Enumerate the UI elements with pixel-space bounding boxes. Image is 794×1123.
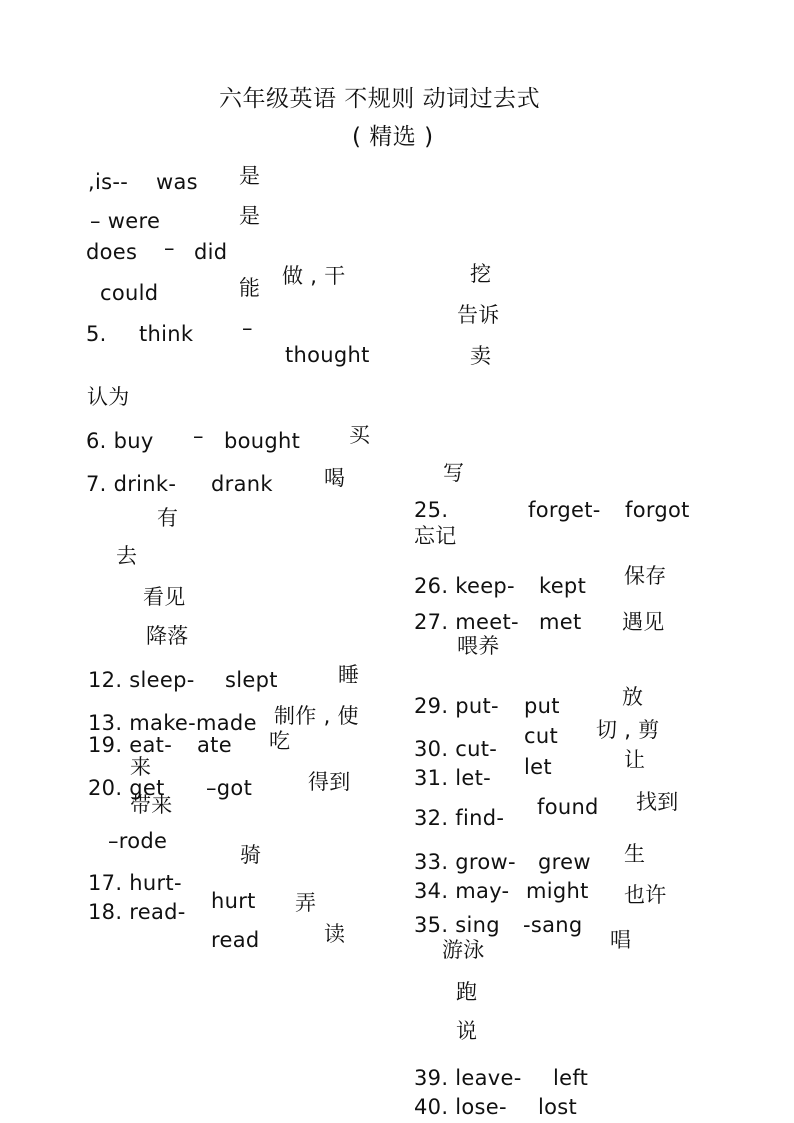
text-fragment: 去	[116, 544, 138, 568]
text-fragment: cut	[524, 724, 558, 748]
text-fragment: 喂养	[457, 634, 500, 658]
text-fragment: bought	[224, 429, 301, 453]
text-fragment: 26. keep-	[414, 574, 515, 598]
text-fragment: 得到	[308, 770, 351, 794]
text-fragment: lost	[538, 1095, 578, 1119]
text-fragment: 降落	[146, 624, 189, 648]
text-fragment: 34. may-	[414, 879, 510, 903]
text-fragment: 吃	[269, 729, 291, 753]
text-fragment: might	[526, 879, 589, 903]
text-fragment: 12. sleep-	[88, 668, 195, 692]
text-fragment: grew	[538, 850, 591, 874]
text-fragment: 也许	[624, 883, 667, 907]
text-fragment: 读	[324, 922, 346, 946]
text-fragment: 骑	[240, 843, 262, 867]
text-fragment: –got	[206, 776, 253, 800]
text-fragment: –	[242, 316, 253, 340]
text-fragment: 告诉	[457, 303, 500, 327]
text-fragment: found	[537, 795, 599, 819]
text-fragment: 33. grow-	[414, 850, 516, 874]
text-fragment: 做 , 干	[282, 264, 346, 288]
text-fragment: 20. get	[88, 776, 165, 800]
text-fragment: 31. let-	[414, 766, 492, 790]
text-fragment: 切 , 剪	[596, 718, 660, 742]
text-fragment: 卖	[470, 344, 492, 368]
text-fragment: 放	[622, 685, 644, 709]
text-fragment: 27. meet-	[414, 610, 519, 634]
text-fragment: 忘记	[414, 524, 457, 548]
text-fragment: 7. drink-	[86, 472, 177, 496]
text-fragment: 39. leave-	[414, 1066, 522, 1090]
text-fragment: left	[553, 1066, 589, 1090]
text-fragment: 有	[157, 506, 179, 530]
text-fragment: drank	[211, 472, 273, 496]
text-fragment: 写	[443, 461, 465, 485]
text-fragment: 挖	[470, 262, 492, 286]
text-fragment: 生	[624, 842, 646, 866]
text-fragment: 保存	[624, 564, 667, 588]
text-fragment: 30. cut-	[414, 737, 498, 761]
text-fragment: 来	[130, 755, 152, 779]
text-fragment: put	[524, 694, 560, 718]
text-fragment: 看见	[143, 585, 186, 609]
text-fragment: let	[524, 755, 552, 779]
text-fragment: 18. read-	[88, 900, 186, 924]
text-fragment: 说	[456, 1019, 478, 1043]
text-fragment: 游泳	[442, 938, 485, 962]
page-subtitle: ( 精选 )	[352, 124, 434, 150]
text-fragment: 遇见	[622, 610, 665, 634]
text-fragment: 35. sing	[414, 913, 500, 937]
text-fragment: 跑	[456, 980, 478, 1004]
text-fragment: think	[139, 322, 194, 346]
text-fragment: hurt	[211, 889, 256, 913]
text-fragment: 32. find-	[414, 806, 505, 830]
text-fragment: 19. eat-	[88, 733, 173, 757]
text-fragment: – were	[90, 209, 161, 233]
text-fragment: 5.	[86, 322, 107, 346]
text-fragment: kept	[539, 574, 587, 598]
text-fragment: 29. put-	[414, 694, 499, 718]
text-fragment: ,is--	[88, 170, 129, 194]
text-fragment: –	[164, 236, 175, 260]
text-fragment: 13. make-made	[88, 711, 257, 735]
text-fragment: thought	[285, 343, 370, 367]
text-fragment: slept	[225, 668, 278, 692]
text-fragment: 17. hurt-	[88, 871, 182, 895]
text-fragment: 是	[239, 204, 261, 228]
text-fragment: –	[193, 424, 204, 448]
text-fragment: 能	[239, 276, 261, 300]
text-fragment: forgot	[625, 498, 690, 522]
text-fragment: 40. lose-	[414, 1095, 507, 1119]
text-fragment: was	[156, 170, 198, 194]
text-fragment: 25.	[414, 498, 449, 522]
text-fragment: ate	[197, 733, 232, 757]
text-fragment: 喝	[324, 466, 346, 490]
text-fragment: -sang	[523, 913, 583, 937]
text-fragment: 弄	[295, 891, 317, 915]
page-title: 六年级英语 不规则 动词过去式	[219, 86, 541, 112]
text-fragment: 制作 , 使	[274, 704, 359, 728]
text-fragment: 睡	[338, 663, 360, 687]
text-fragment: 买	[349, 423, 371, 447]
text-fragment: 带来	[130, 793, 173, 817]
text-fragment: 找到	[636, 790, 679, 814]
text-fragment: read	[211, 928, 260, 952]
text-fragment: met	[539, 610, 582, 634]
text-fragment: –rode	[108, 829, 168, 853]
text-fragment: 6. buy	[86, 429, 154, 453]
text-fragment: 让	[624, 748, 646, 772]
text-fragment: 唱	[610, 928, 632, 952]
text-fragment: forget-	[528, 498, 601, 522]
text-fragment: 认为	[87, 385, 130, 409]
text-fragment: could	[100, 281, 159, 305]
text-fragment: did	[194, 240, 228, 264]
text-fragment: 是	[239, 164, 261, 188]
text-fragment: does	[86, 240, 138, 264]
